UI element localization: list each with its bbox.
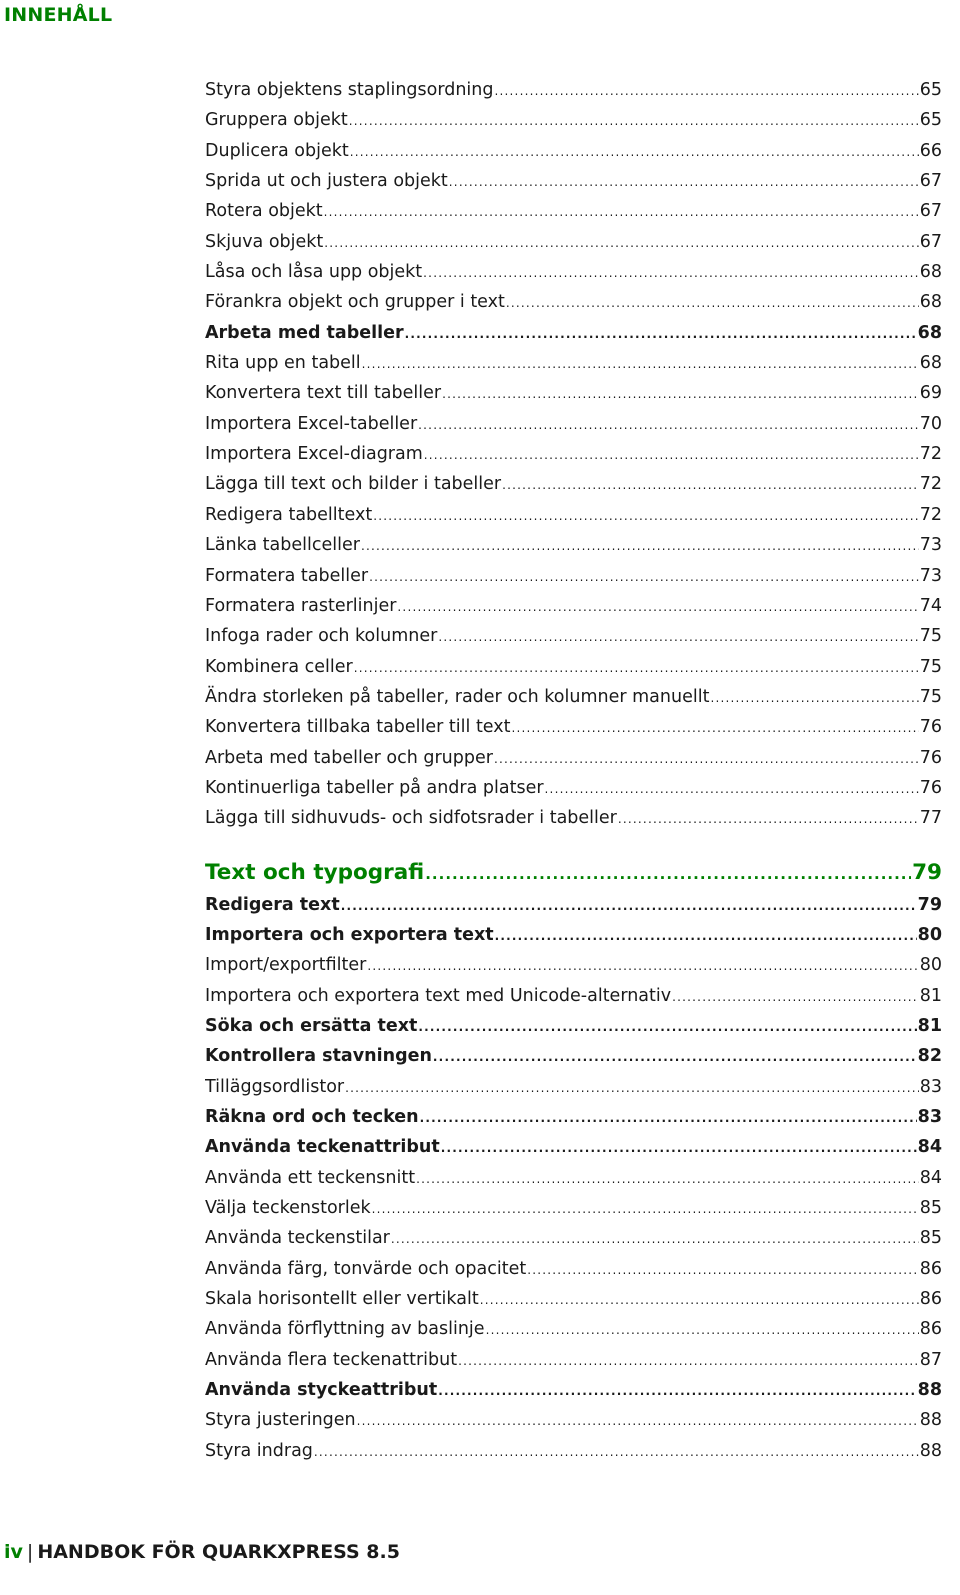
toc-entry-title: Använda förflyttning av baslinje [205, 1319, 485, 1340]
toc-entry[interactable] [205, 1072, 942, 1102]
toc-dot-leader [369, 562, 919, 591]
toc-entry-page: 68 [919, 292, 942, 313]
toc-dot-leader [495, 76, 919, 105]
toc-entry-page: 66 [919, 140, 942, 161]
toc-entry-page: 81 [917, 1015, 942, 1036]
toc-entry[interactable] [205, 1132, 942, 1162]
toc-entry-page: 88 [919, 1410, 942, 1431]
toc-entry[interactable] [205, 75, 942, 105]
toc-entry[interactable] [205, 591, 942, 621]
toc-entry-page: 68 [919, 262, 942, 283]
toc-dot-leader [357, 1406, 919, 1435]
toc-entry-page: 67 [919, 171, 942, 192]
toc-entry-page: 67 [919, 201, 942, 222]
toc-dot-leader [416, 1164, 919, 1193]
toc-entry[interactable] [205, 950, 942, 980]
toc-entry[interactable] [205, 1223, 942, 1253]
toc-entry-page: 76 [919, 747, 942, 768]
toc-dot-leader [527, 1255, 919, 1284]
toc-dot-leader [367, 951, 918, 980]
toc-entry[interactable] [205, 652, 942, 682]
toc-dot-leader [458, 1346, 919, 1375]
toc-entry-title: Text och typografi [205, 859, 425, 885]
toc-entry[interactable] [205, 500, 942, 530]
toc-dot-leader [425, 857, 911, 890]
toc-entry-title: Gruppera objekt [205, 110, 348, 131]
toc-entry-title: Infoga rader och kolumner [205, 626, 438, 647]
toc-entry-title: Arbeta med tabeller [205, 322, 404, 343]
toc-dot-leader [424, 440, 919, 469]
toc-entry[interactable] [205, 773, 942, 803]
toc-entry-page: 88 [919, 1440, 942, 1461]
toc-entry-title: Använda ett teckensnitt [205, 1167, 416, 1188]
toc-dot-leader [423, 258, 919, 287]
toc-entry[interactable] [205, 743, 942, 773]
toc-dot-leader [672, 982, 919, 1011]
toc-dot-leader [545, 774, 919, 803]
toc-entry[interactable] [205, 621, 942, 651]
toc-dot-leader [391, 1224, 919, 1253]
toc-entry-page: 70 [919, 413, 942, 434]
toc-entry-page: 76 [919, 717, 942, 738]
toc-entry-title: Lägga till text och bilder i tabeller [205, 474, 502, 495]
toc-entry[interactable] [205, 136, 942, 166]
table-of-contents [205, 75, 942, 1466]
toc-entry-page: 72 [919, 474, 942, 495]
footer-separator: | [26, 1541, 34, 1563]
toc-entry[interactable] [205, 712, 942, 742]
toc-entry-title: Sprida ut och justera objekt [205, 171, 448, 192]
toc-dot-leader [449, 167, 919, 196]
toc-dot-leader [418, 410, 919, 439]
toc-dot-leader [324, 197, 919, 226]
toc-entry[interactable] [205, 439, 942, 469]
footer-page-number: iv [4, 1541, 23, 1563]
toc-entry-page: 88 [917, 1380, 942, 1401]
toc-entry[interactable] [205, 105, 942, 135]
toc-entry-page: 82 [917, 1046, 942, 1067]
toc-entry[interactable] [205, 1375, 942, 1405]
toc-entry-title: Redigera text [205, 894, 340, 915]
toc-entry[interactable] [205, 890, 942, 920]
toc-entry[interactable] [205, 803, 942, 833]
toc-entry[interactable] [205, 1405, 942, 1435]
toc-entry-title: Duplicera objekt [205, 140, 349, 161]
toc-dot-leader [502, 470, 919, 499]
toc-entry-title: Kontinuerliga tabeller på andra platser [205, 777, 544, 798]
toc-entry-page: 67 [919, 231, 942, 252]
toc-dot-leader [480, 1285, 919, 1314]
toc-entry-page: 86 [919, 1258, 942, 1279]
toc-entry-title: Räkna ord och tecken [205, 1107, 419, 1127]
toc-entry-title: Använda färg, tonvärde och opacitet [205, 1258, 527, 1279]
toc-entry-title: Förankra objekt och grupper i text [205, 292, 505, 313]
toc-entry-page: 76 [919, 777, 942, 798]
toc-entry-title: Importera Excel-tabeller [205, 413, 418, 434]
toc-dot-leader [420, 1103, 917, 1132]
toc-dot-leader [354, 653, 919, 682]
toc-entry-title: Redigera tabelltext [205, 504, 373, 525]
toc-entry-page: 84 [919, 1167, 942, 1188]
toc-dot-leader [372, 1194, 919, 1223]
toc-entry-title: Arbeta med tabeller och grupper [205, 747, 493, 768]
toc-entry-title: Länka tabellceller [205, 535, 360, 556]
toc-entry-page: 69 [919, 383, 942, 404]
toc-entry-title: Välja teckenstorlek [205, 1198, 371, 1219]
toc-entry-page: 85 [919, 1228, 942, 1249]
toc-entry-page: 85 [919, 1198, 942, 1219]
toc-entry[interactable] [205, 166, 942, 196]
toc-entry[interactable] [205, 227, 942, 257]
toc-entry-page: 83 [917, 1107, 942, 1127]
toc-entry-page: 72 [919, 444, 942, 465]
toc-entry[interactable] [205, 1193, 942, 1223]
toc-entry-page: 74 [919, 595, 942, 616]
toc-entry[interactable] [205, 287, 942, 317]
toc-entry-title: Tilläggsordlistor [205, 1076, 345, 1097]
toc-entry-page: 68 [919, 353, 942, 374]
toc-entry-page: 65 [919, 80, 942, 100]
toc-entry-page: 79 [917, 894, 942, 915]
toc-dot-leader [397, 592, 918, 621]
toc-entry-title: Ändra storleken på tabeller, rader och kolumner manuellt [205, 686, 710, 707]
toc-entry-title: Konvertera tillbaka tabeller till text [205, 717, 511, 738]
toc-entry-title: Lägga till sidhuvuds- och sidfotsrader i tabeller [205, 808, 617, 829]
toc-entry-title: Rita upp en tabell [205, 353, 361, 374]
page-header-title: INNEHÅLL [4, 4, 113, 26]
toc-dot-leader [441, 1133, 917, 1162]
page-footer [4, 1541, 400, 1563]
toc-entry-page: 73 [919, 565, 942, 586]
toc-entry-title: Använda styckeattribut [205, 1380, 438, 1401]
toc-entry-title: Skjuva objekt [205, 231, 324, 252]
toc-entry-title: Styra indrag [205, 1440, 313, 1461]
toc-entry-title: Importera och exportera text med Unicode-alternativ [205, 985, 672, 1006]
toc-entry[interactable] [205, 1011, 942, 1041]
toc-entry[interactable] [205, 530, 942, 560]
toc-entry-title: Kombinera celler [205, 656, 353, 677]
toc-entry[interactable] [205, 1314, 942, 1344]
toc-dot-leader [442, 379, 919, 408]
toc-entry[interactable] [205, 981, 942, 1011]
toc-dot-leader [341, 891, 917, 920]
toc-entry-title: Söka och ersätta text [205, 1015, 418, 1036]
toc-entry-title: Importera och exportera text [205, 924, 494, 945]
toc-dot-leader [618, 804, 919, 833]
toc-entry-title: Rotera objekt [205, 201, 323, 222]
toc-entry-page: 86 [919, 1319, 942, 1340]
toc-entry-title: Skala horisontellt eller vertikalt [205, 1289, 479, 1310]
toc-entry-title: Formatera rasterlinjer [205, 595, 397, 616]
toc-entry-title: Använda flera teckenattribut [205, 1349, 458, 1370]
toc-entry[interactable] [205, 920, 942, 950]
toc-entry-page: 87 [919, 1349, 942, 1370]
toc-entry-title: Låsa och låsa upp objekt [205, 262, 423, 283]
toc-entry-page: 86 [919, 1289, 942, 1310]
toc-dot-leader [345, 1073, 919, 1102]
toc-dot-leader [495, 921, 917, 950]
toc-entry[interactable] [205, 257, 942, 287]
footer-book-title: HANDBOK FÖR QUARKXPRESS 8.5 [37, 1541, 400, 1563]
toc-dot-leader [506, 288, 919, 317]
toc-entry[interactable] [205, 1102, 942, 1132]
toc-dot-leader [361, 531, 919, 560]
toc-entry[interactable] [205, 196, 942, 226]
toc-entry-title: Använda teckenstilar [205, 1228, 390, 1249]
toc-entry[interactable] [205, 1284, 942, 1314]
toc-dot-leader [349, 106, 919, 135]
toc-entry-title: Styra objektens staplingsordning [205, 80, 494, 100]
toc-entry-page: 72 [919, 504, 942, 525]
toc-entry-page: 80 [917, 924, 942, 945]
toc-dot-leader [486, 1315, 919, 1344]
toc-entry-page: 75 [919, 686, 942, 707]
toc-dot-leader [494, 744, 919, 773]
toc-dot-leader [438, 1376, 916, 1405]
toc-entry[interactable] [205, 318, 942, 348]
toc-dot-leader [405, 319, 917, 348]
toc-entry-page: 77 [919, 808, 942, 829]
toc-dot-leader [438, 622, 918, 651]
toc-entry-page: 65 [919, 110, 942, 131]
toc-entry[interactable] [205, 1345, 942, 1375]
toc-entry[interactable] [205, 561, 942, 591]
toc-entry-title: Använda teckenattribut [205, 1137, 440, 1158]
toc-entry-page: 75 [919, 656, 942, 677]
toc-entry[interactable] [205, 348, 942, 378]
toc-entry-page: 81 [919, 985, 942, 1006]
toc-entry[interactable] [205, 1254, 942, 1284]
toc-dot-leader [418, 1012, 916, 1041]
toc-entry[interactable] [205, 682, 942, 712]
toc-entry[interactable] [205, 378, 942, 408]
toc-dot-leader [350, 137, 919, 166]
toc-entry-page: 83 [919, 1076, 942, 1097]
toc-dot-leader [511, 713, 918, 742]
toc-entry-page: 79 [912, 859, 942, 885]
toc-entry-page: 73 [919, 535, 942, 556]
toc-entry-page: 75 [919, 626, 942, 647]
toc-dot-leader [324, 228, 918, 257]
toc-dot-leader [710, 683, 918, 712]
toc-dot-leader [362, 349, 919, 378]
toc-dot-leader [314, 1437, 919, 1466]
toc-entry-page: 80 [919, 955, 942, 976]
toc-entry[interactable] [205, 409, 942, 439]
toc-entry-title: Styra justeringen [205, 1410, 356, 1431]
toc-entry[interactable] [205, 1436, 942, 1466]
toc-entry-title: Konvertera text till tabeller [205, 383, 442, 404]
toc-entry-title: Importera Excel-diagram [205, 444, 423, 465]
toc-entry-title: Import/exportfilter [205, 955, 367, 976]
toc-entry[interactable] [205, 1041, 942, 1071]
toc-entry-page: 84 [917, 1137, 942, 1158]
toc-dot-leader [373, 501, 919, 530]
toc-entry-page: 68 [917, 322, 942, 343]
toc-entry-title: Formatera tabeller [205, 565, 369, 586]
toc-entry[interactable] [205, 1163, 942, 1193]
toc-dot-leader [433, 1042, 917, 1071]
toc-chapter-entry[interactable] [205, 856, 942, 890]
toc-entry-title: Kontrollera stavningen [205, 1046, 432, 1067]
toc-entry[interactable] [205, 469, 942, 499]
